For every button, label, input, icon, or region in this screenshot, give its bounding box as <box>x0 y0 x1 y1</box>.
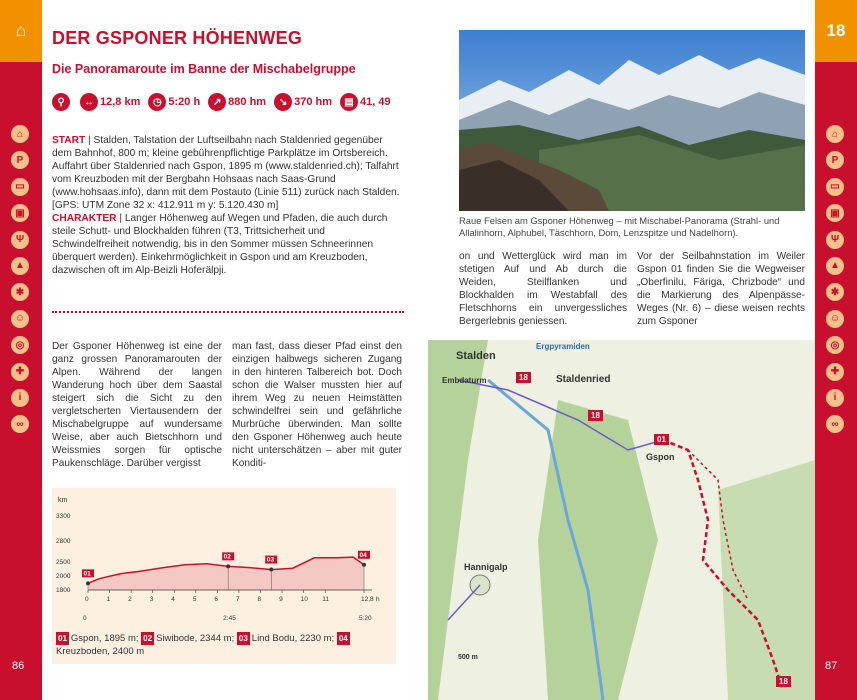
text-column-3: on und Wetterglück wird man im stetigen Auf und Ab durch die Weiden, Steilflanken und Blockhalden im Westabfall des Fletschhorns ein unvergessliches Bergerlebnis geniessen. <box>459 251 627 327</box>
x-tick-label: 10 <box>300 596 308 603</box>
distance-icon: ↔ <box>80 93 98 111</box>
restaurant-icon: Ψ <box>11 231 29 249</box>
waypoint-label: 01 <box>83 570 91 578</box>
waypoint-label: 04 <box>359 551 367 559</box>
stroller-icon: ◎ <box>826 336 844 354</box>
charakter-text: | Langer Höhenweg auf Wegen und Pfaden, die auch durch steile Schutt- und Blockhalden führen (T3, Trittsicherheit und Schwindelfreiheit notwendig, bis in den Sommer müssen Schneerinnen überquert werden). Einkehrmöglichkeit in Gspon und am Kreuzboden, dazwischen oft im Alp-Beizli Hoferälpji. <box>52 213 388 276</box>
hut-icon: ⌂ <box>826 125 844 143</box>
stat-item <box>52 93 72 111</box>
y-tick-label: 2500 <box>56 559 71 566</box>
x-tick-label: 3 <box>149 596 154 603</box>
route-stats <box>52 93 399 111</box>
route-info <box>52 134 404 277</box>
topographic-map <box>428 340 815 700</box>
y-tick-label: 1800 <box>56 587 71 594</box>
start-label: START <box>52 135 86 146</box>
map-route-badge: 18 <box>516 372 531 383</box>
x-tick-label: 7 <box>235 596 240 603</box>
info-icon: i <box>826 389 844 407</box>
parking-icon: P <box>11 151 29 169</box>
stroller-icon: ◎ <box>11 336 29 354</box>
dog-icon: ✚ <box>826 363 844 381</box>
photo-caption: Raue Felsen am Gsponer Höhenweg – mit Mischabel-Panorama (Strahl- und Allalinhorn, Alphubel, Täschhorn, Dom, Lenzspitze und Nadelhorn). <box>459 215 780 238</box>
x-tick-label: 0 <box>85 596 89 603</box>
x-tick-label: 11 <box>322 596 329 603</box>
x-tick-label: 12,8 <box>361 596 374 603</box>
divider <box>52 311 404 313</box>
text-column-1: Der Gsponer Höhenweg ist eine der ganz grossen Panoramarouten der Alpen. Während der langen Wanderung hoch über dem Saastal steigert sich die Sicht zu den vergletscherten Viertausendern der Mischabelgruppe auf wundersame Weise, aber auch Bietschhorn und Weissmies sorgen für optische Paukenschläge. Darüber vergisst <box>52 341 222 469</box>
stat-item <box>208 93 266 111</box>
stat-value: 880 hm <box>228 96 267 108</box>
right-sidebar <box>815 0 857 700</box>
time-tick-label: 2:45 <box>223 615 236 622</box>
mountain-photo <box>459 30 805 211</box>
clock-icon: ◷ <box>148 93 166 111</box>
text-column-2: man fast, dass dieser Pfad einst den einzigen halbwegs sicheren Zugang in den hinteren Talbereich bot. Doch schon die Walser mussten hier auf ihrem Weg zu neuen Heimstätten schwindelfrei sein und gefährliche Murbrüche überwinden. Man sollte den Gsponer Höhenweg auch heute nicht unterschätzen – aber mit guter Konditi- <box>232 341 402 469</box>
waypoint-tag: 04 <box>338 634 348 643</box>
category-icons <box>11 125 31 442</box>
stat-item <box>340 93 391 111</box>
map-scale: 500 m <box>458 654 478 661</box>
page-number-left: 86 <box>12 660 25 672</box>
cablecar-icon: ▣ <box>826 204 844 222</box>
map-label-embdaturm: Embdaturm <box>442 376 487 385</box>
bike-icon: ∞ <box>826 415 844 433</box>
text-column-4: Vor der Seilbahnstation im Weiler Gspon 01 finden Sie die Wegweiser „Oberfinilu, Färiga, Chrizbode“ und die Markierung des Alpenpässe-Weges (Nr. 6) – diese weisen rechts zum Gsponer <box>637 251 805 327</box>
stat-value: 12,8 km <box>100 96 141 108</box>
x-tick-label: 4 <box>171 596 175 603</box>
info-icon: i <box>11 389 29 407</box>
snowflake-icon: ✱ <box>826 283 844 301</box>
x-tick-label: 6 <box>214 596 218 603</box>
waypoint-label: 03 <box>266 556 275 564</box>
page-subtitle: Die Panoramaroute im Banne der Mischabelgruppe <box>52 62 356 76</box>
waypoint-tag: 01 <box>58 634 67 643</box>
y-tick-label: 2800 <box>56 538 71 545</box>
warning-icon: ▲ <box>826 257 844 275</box>
hut-icon: ⌂ <box>11 125 29 143</box>
left-sidebar <box>0 0 42 700</box>
dog-icon: ✚ <box>11 363 29 381</box>
charakter-label: CHARAKTER <box>52 213 117 224</box>
warning-icon: ▲ <box>11 257 29 275</box>
cablecar-icon: ▣ <box>11 204 29 222</box>
waypoint-text: Kreuzboden, 2400 m <box>56 646 145 657</box>
y-axis-label: km <box>58 497 68 504</box>
waypoint-legend <box>56 632 386 658</box>
stat-item <box>80 93 140 111</box>
parking-icon: P <box>826 151 844 169</box>
map-label-hannigalp: Hannigalp <box>464 562 508 572</box>
waypoint-label: 02 <box>223 553 231 561</box>
restaurant-icon: Ψ <box>826 231 844 249</box>
start-info <box>52 134 404 199</box>
bus-icon: ▭ <box>11 178 29 196</box>
snowflake-icon: ✱ <box>11 283 29 301</box>
family-icon: ☺ <box>11 310 29 328</box>
map-icon: ▤ <box>340 93 358 111</box>
time-tick-label: 5:20 <box>359 615 372 622</box>
gps-info: [GPS: UTM Zone 32 x: 412.911 m y: 5.120.430 m] <box>52 200 279 211</box>
route-map <box>428 340 815 700</box>
x-tick-label: 8 <box>257 596 262 603</box>
x-tick-label: 9 <box>279 596 283 603</box>
category-icons-right <box>826 125 846 442</box>
charakter-info <box>52 212 404 277</box>
start-text: | Stalden, Talstation der Luftseilbahn nach Staldenried gegenüber dem Bahnhof, 800 m; kleine gebührenpflichtige Parkplätze im Ortsbereich. Auffahrt über Staldenried nach Gspon, 1895 m (www.staldenried.ch); Talfahrt vom Kreuzboden mit der Bergbahn Hohsaas nach Saas-Grund (www.hohsaas.info), dann mit dem Postauto (Linie 511) zurück nach Stalden. <box>52 135 400 198</box>
map-route-badge: 18 <box>776 676 791 687</box>
stat-value: 370 hm <box>294 96 333 108</box>
y-tick-label: 3300 <box>56 513 71 520</box>
time-tick-label: 0 <box>83 615 87 622</box>
descent-icon: ↘ <box>274 93 292 111</box>
page-number-right: 87 <box>825 660 838 672</box>
waypoint-text: Lind Bodu, 2230 m; <box>251 633 335 644</box>
elevation-area <box>88 557 364 590</box>
bike-icon: ∞ <box>11 415 29 433</box>
stat-value: 41, 49 <box>360 96 391 108</box>
waypoint-text: Gspon, 1895 m; <box>70 633 139 644</box>
x-tick-label: 1 <box>106 596 111 603</box>
map-label-stalden: Stalden <box>456 350 496 362</box>
x-tick-label: 2 <box>128 596 132 603</box>
map-label-staldenried: Staldenried <box>556 374 611 385</box>
map-label-ergpyramiden: Ergpyramiden <box>536 342 590 351</box>
bus-icon: ▭ <box>826 178 844 196</box>
stat-value: 5:20 h <box>168 96 201 108</box>
x-axis-label: h <box>376 596 380 603</box>
panorama-photo <box>459 30 805 211</box>
hiker-icon: ⚲ <box>52 93 70 111</box>
page-title: DER GSPONER HÖHENWEG <box>52 28 303 48</box>
map-route-badge: 18 <box>588 410 603 421</box>
map-label-gspon: Gspon <box>646 452 675 462</box>
stat-item <box>274 93 332 111</box>
ascent-icon: ↗ <box>208 93 226 111</box>
x-tick-label: 5 <box>192 596 197 603</box>
map-waypoint-badge: 01 <box>654 434 669 445</box>
family-icon: ☺ <box>826 310 844 328</box>
hut-corner-icon: ⌂ <box>0 0 42 62</box>
waypoint-text: Siwibode, 2344 m; <box>156 633 235 644</box>
route-number: 18 <box>815 0 857 62</box>
stat-item <box>148 93 200 111</box>
waypoint-tag: 02 <box>143 634 153 643</box>
y-tick-label: 2000 <box>56 573 71 580</box>
elevation-chart <box>52 488 396 628</box>
waypoint-tag: 03 <box>238 634 248 643</box>
